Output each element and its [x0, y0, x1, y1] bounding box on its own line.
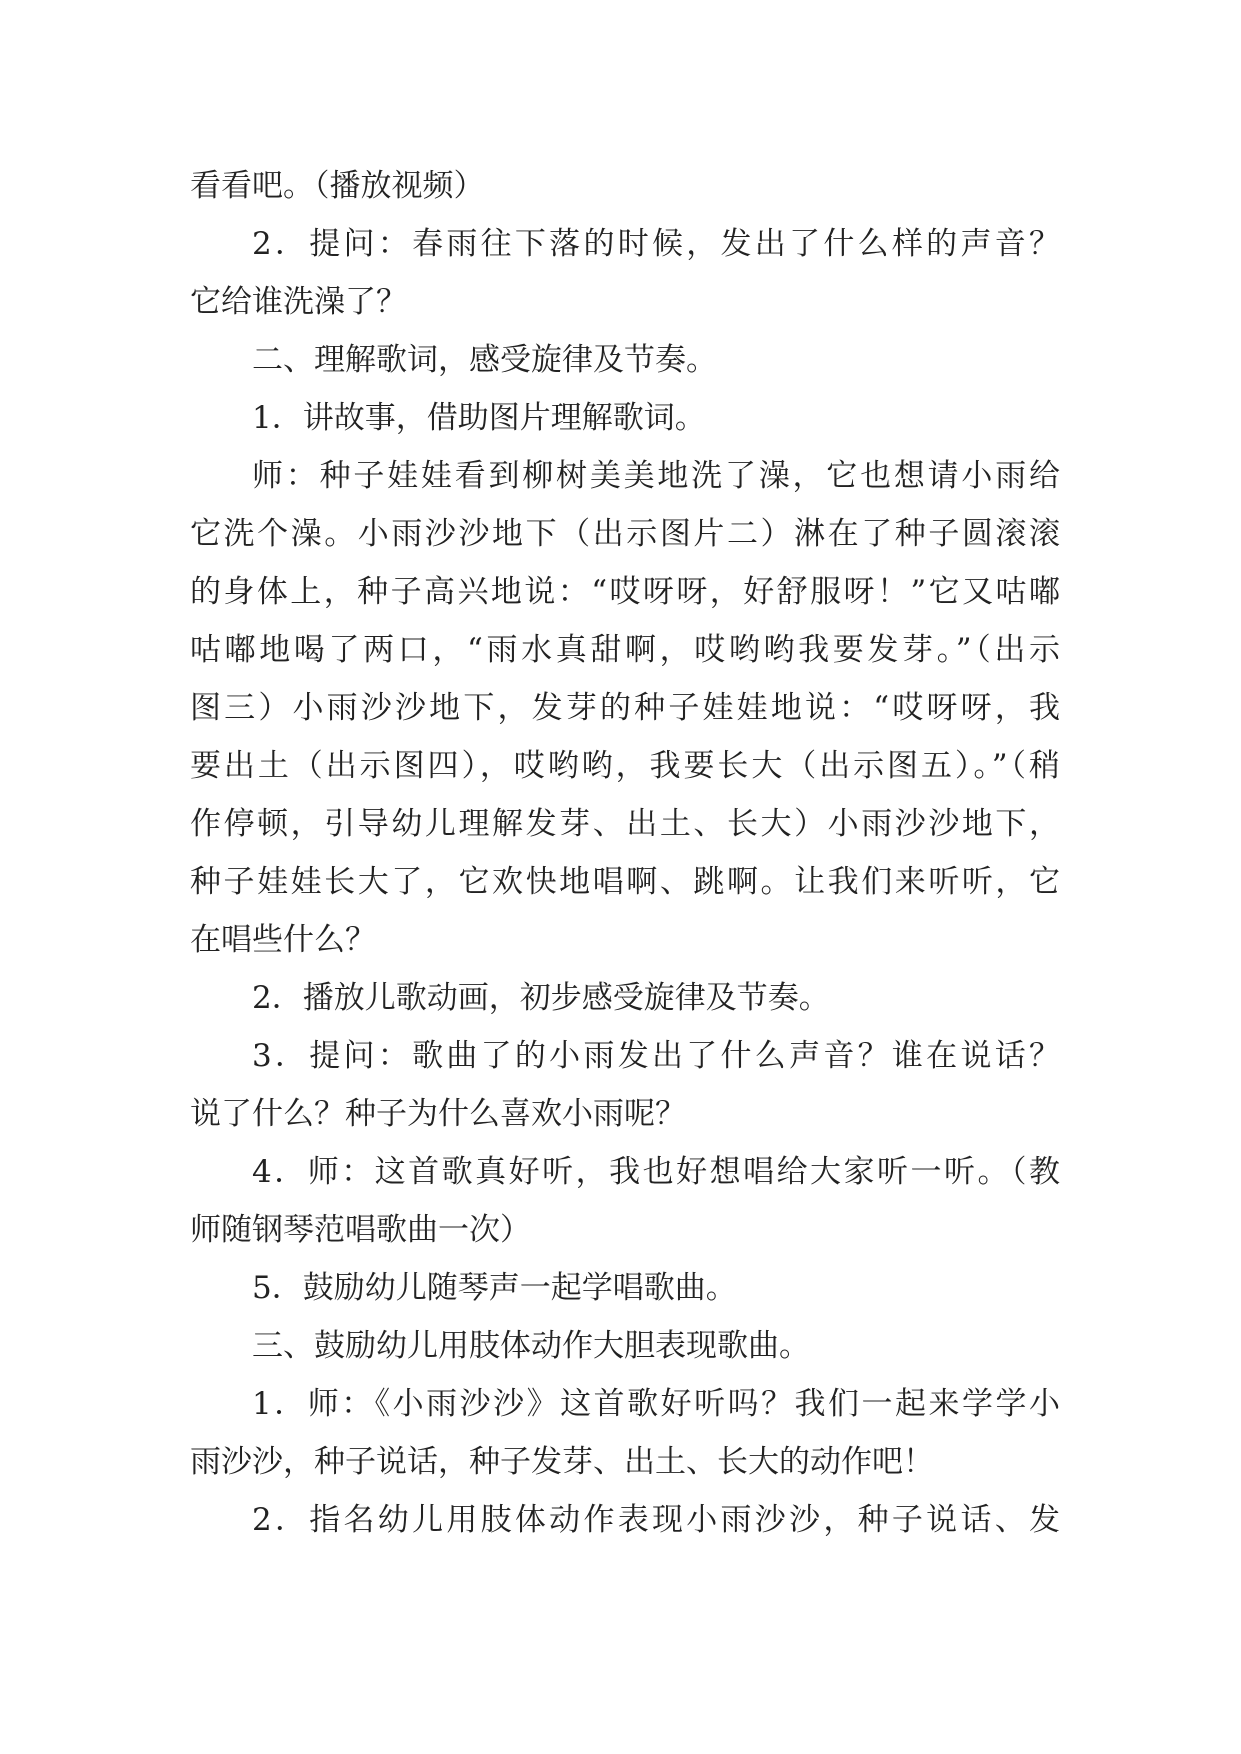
text-line: 它洗个澡。小雨沙沙地下（出示图片二）淋在了种子圆滚滚 — [190, 516, 1060, 552]
text-line: 它给谁洗澡了？ — [190, 284, 407, 320]
text-line: 2．指名幼儿用肢体动作表现小雨沙沙，种子说话、发 — [252, 1502, 1060, 1538]
text-line: 5．鼓励幼儿随琴声一起学唱歌曲。 — [252, 1270, 737, 1306]
text-line: 师：种子娃娃看到柳树美美地洗了澡，它也想请小雨给 — [252, 458, 1060, 494]
text-line: 2．提问：春雨往下落的时候，发出了什么样的声音？ — [252, 226, 1060, 262]
text-line: 4．师：这首歌真好听，我也好想唱给大家听一听。（教 — [252, 1154, 1060, 1190]
text-line: 雨沙沙，种子说话，种子发芽、出土、长大的动作吧！ — [190, 1444, 934, 1480]
text-line: 2．播放儿歌动画，初步感受旋律及节奏。 — [252, 980, 830, 1016]
text-line: 师随钢琴范唱歌曲一次） — [190, 1212, 531, 1248]
text-line: 1．讲故事，借助图片理解歌词。 — [252, 400, 706, 436]
text-line: 要出土（出示图四），哎哟哟，我要长大（出示图五）。”（稍 — [190, 748, 1060, 784]
text-line: 三、鼓励幼儿用肢体动作大胆表现歌曲。 — [252, 1328, 810, 1364]
text-line: 在唱些什么？ — [190, 922, 376, 958]
text-line: 1．师：《小雨沙沙》这首歌好听吗？我们一起来学学小 — [252, 1386, 1060, 1422]
text-line: 3．提问：歌曲了的小雨发出了什么声音？谁在说话？ — [252, 1038, 1060, 1074]
text-line: 的身体上，种子高兴地说：“哎呀呀，好舒服呀！”它又咕嘟 — [190, 574, 1060, 610]
text-line: 咕嘟地喝了两口，“雨水真甜啊，哎哟哟我要发芽。”（出示 — [190, 632, 1060, 668]
text-line: 二、理解歌词，感受旋律及节奏。 — [252, 342, 717, 378]
text-line: 作停顿，引导幼儿理解发芽、出土、长大）小雨沙沙地下， — [190, 806, 1060, 842]
document-body — [190, 157, 1060, 1549]
text-line: 说了什么？种子为什么喜欢小雨呢？ — [190, 1096, 686, 1132]
text-line: 种子娃娃长大了，它欢快地唱啊、跳啊。让我们来听听，它 — [190, 864, 1060, 900]
text-line: 图三）小雨沙沙地下，发芽的种子娃娃地说：“哎呀呀，我 — [190, 690, 1060, 726]
text-line: 看看吧。（播放视频） — [190, 168, 485, 204]
